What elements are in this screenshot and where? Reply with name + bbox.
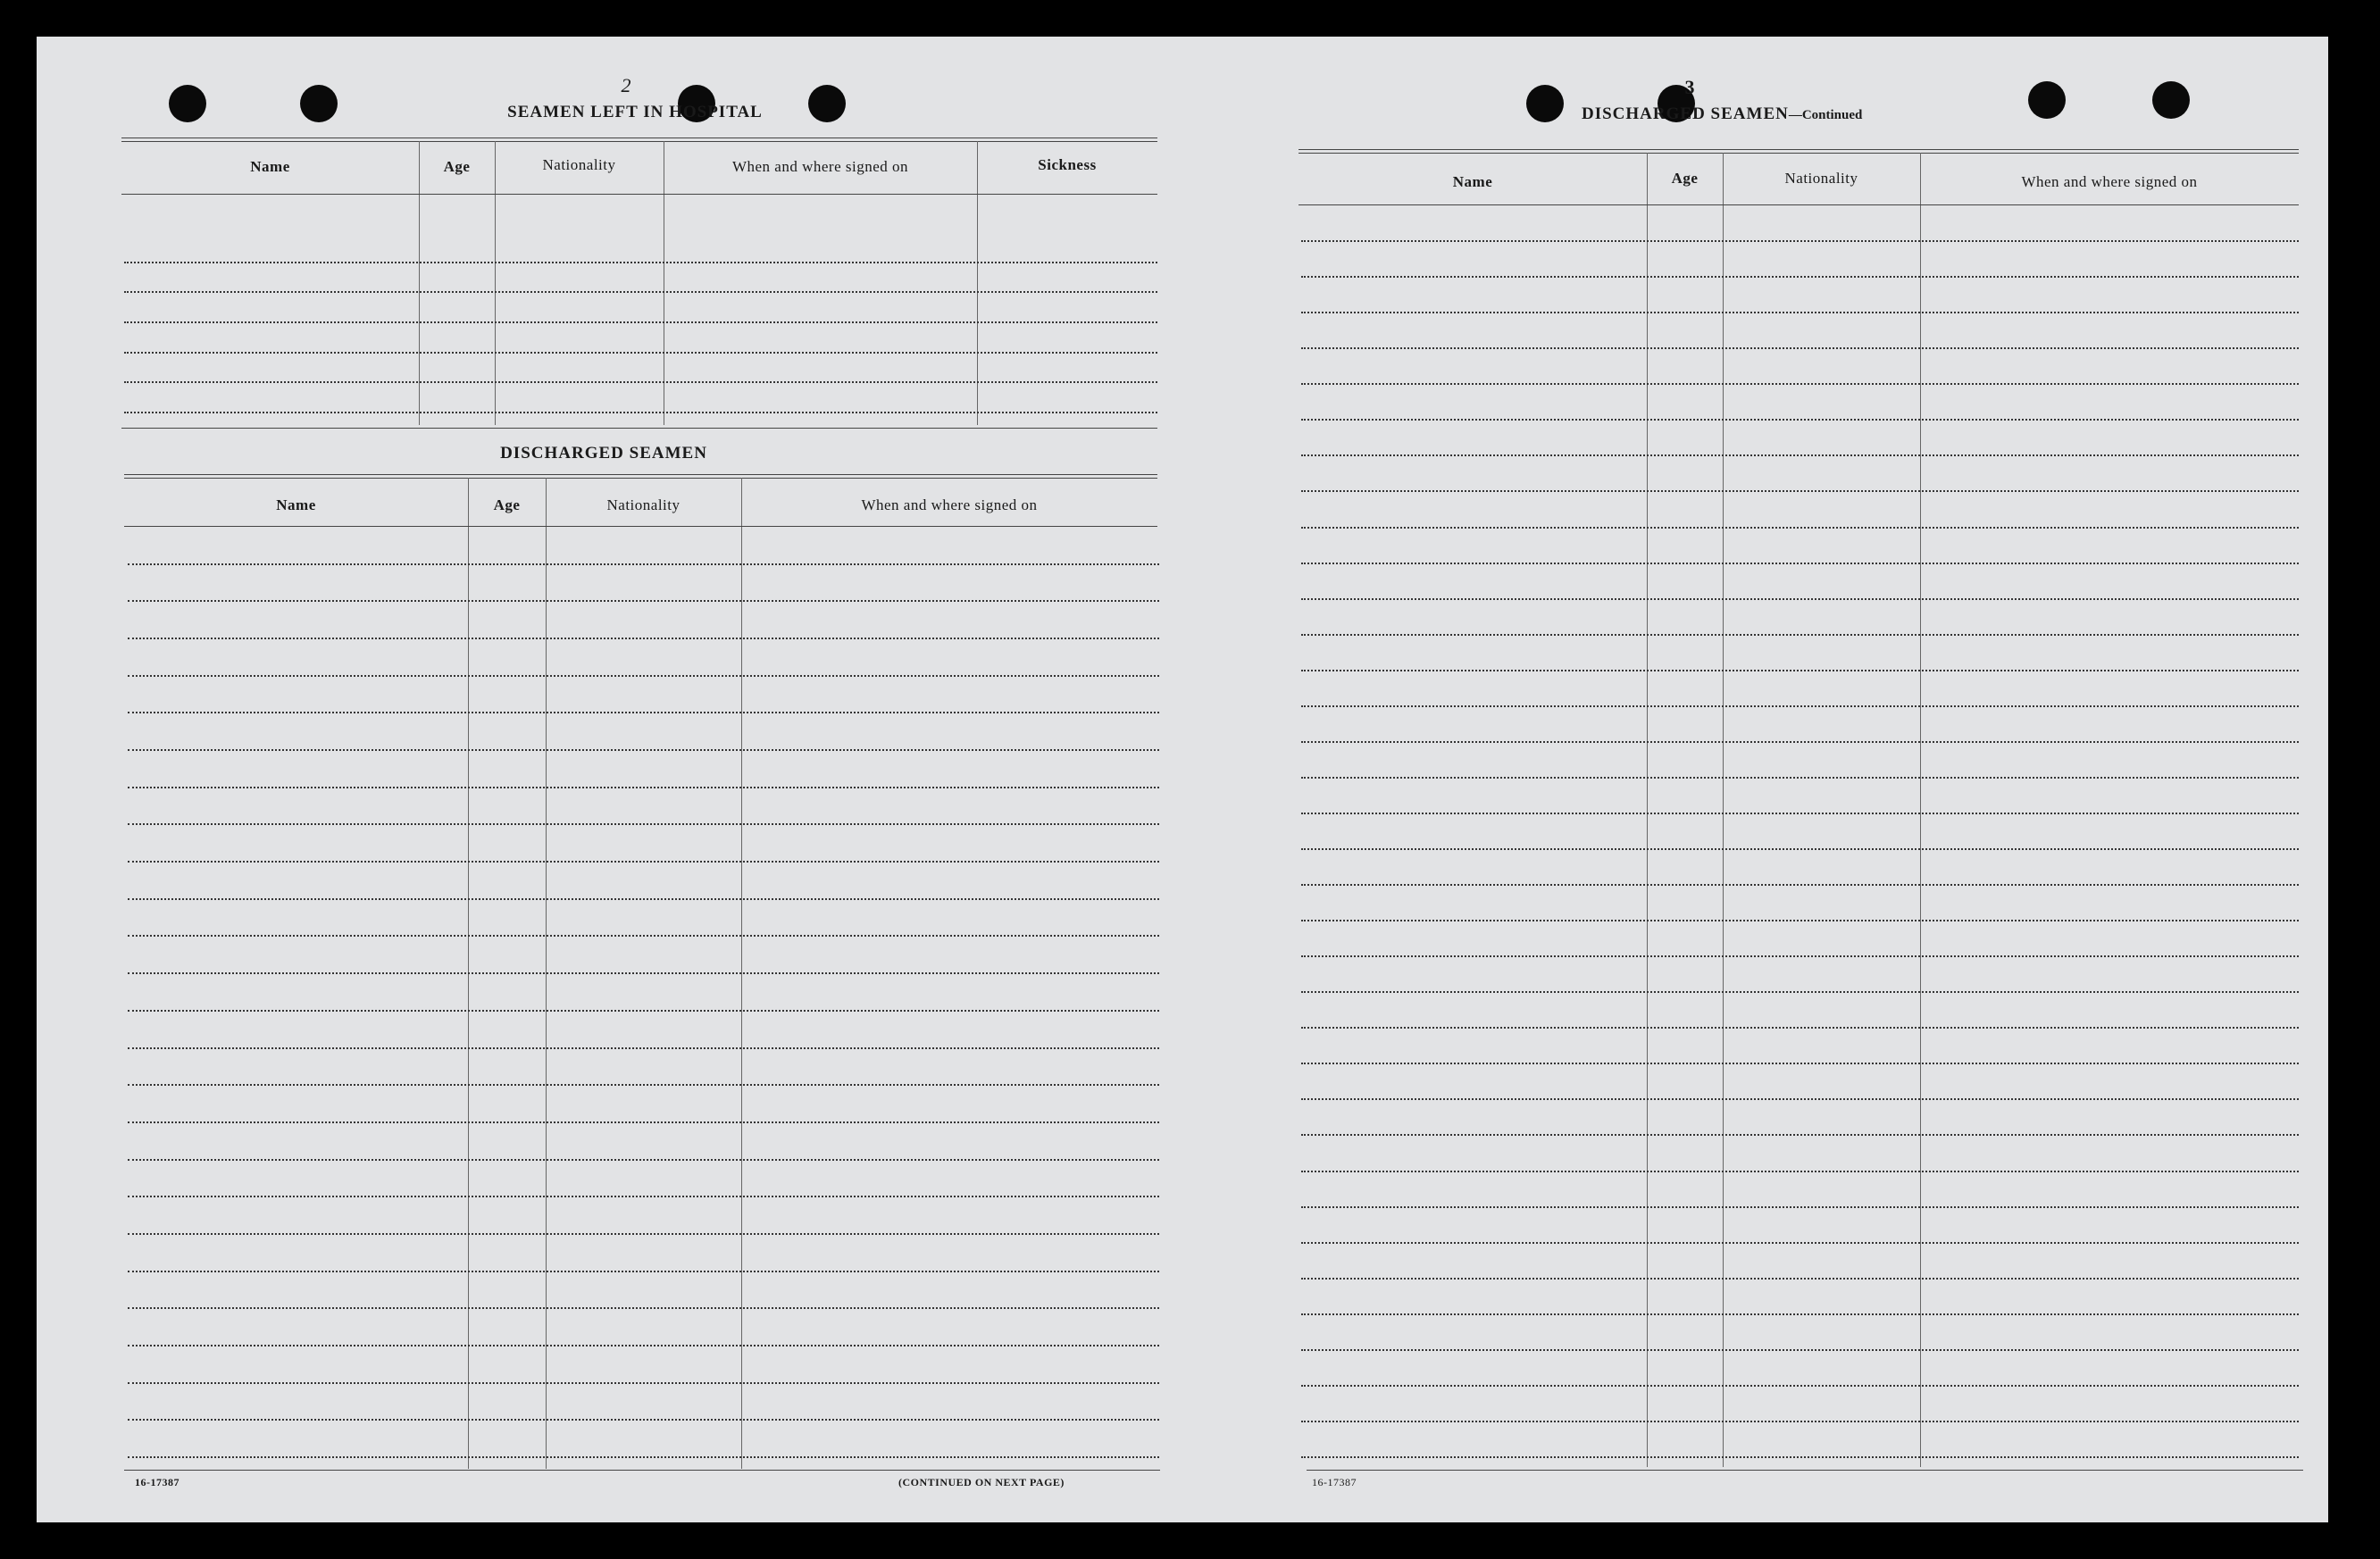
entry-row-line (1301, 1456, 2299, 1458)
entry-row-line (128, 1382, 1159, 1384)
table-bottom-rule (1307, 1470, 2303, 1471)
entry-row-line (124, 321, 1157, 323)
column-header-age: Age (443, 158, 471, 175)
entry-row-line (1301, 1134, 2299, 1136)
column-header-age: Age (493, 496, 521, 513)
header-bottom-rule (124, 526, 1157, 527)
column-header-nationality: Nationality (542, 156, 616, 173)
entry-row-line (1301, 276, 2299, 278)
entry-row-line (1301, 884, 2299, 886)
entry-row-line (1301, 991, 2299, 993)
punch-hole (808, 85, 846, 122)
column-header-sickness: Sickness (1038, 156, 1097, 173)
entry-row-line (1301, 920, 2299, 921)
entry-row-line (128, 787, 1159, 788)
page-title-suffix: —Continued (1788, 108, 1863, 122)
entry-row-line (1301, 312, 2299, 313)
entry-row-line (128, 1271, 1159, 1272)
entry-row-line (1301, 1278, 2299, 1280)
entry-row-line (1301, 634, 2299, 636)
header-bottom-rule (121, 194, 1157, 195)
header-bottom-rule (1299, 204, 2299, 205)
entry-row-line (1301, 741, 2299, 743)
column-header-nationality: Nationality (1784, 170, 1858, 187)
entry-row-line (128, 712, 1159, 713)
table-top-rule (1299, 153, 2299, 154)
right-page (1198, 37, 2328, 1522)
column-divider (1920, 153, 1921, 1467)
entry-row-line (124, 352, 1157, 354)
entry-row-line (124, 291, 1157, 293)
entry-row-line (124, 412, 1157, 413)
entry-row-line (1301, 670, 2299, 671)
discharged-section-title: DISCHARGED SEAMEN (500, 444, 707, 463)
table-top-rule (1299, 149, 2299, 150)
entry-row-line (1301, 705, 2299, 707)
punch-hole (169, 85, 206, 122)
entry-row-line (128, 823, 1159, 825)
column-header-signed-on: When and where signed on (731, 158, 909, 175)
entry-row-line (1301, 1098, 2299, 1100)
entry-row-line (128, 1456, 1159, 1458)
entry-row-line (128, 972, 1159, 974)
entry-row-line (128, 600, 1159, 602)
entry-row-line (128, 1084, 1159, 1086)
entry-row-line (1301, 1385, 2299, 1387)
entry-row-line (1301, 419, 2299, 421)
column-header-signed-on: When and where signed on (2021, 173, 2198, 190)
table-bottom-rule (121, 428, 1157, 429)
entry-row-line (1301, 1349, 2299, 1351)
entry-row-line (128, 675, 1159, 677)
entry-row-line (124, 381, 1157, 383)
entry-row-line (128, 1307, 1159, 1309)
entry-row-line (1301, 1313, 2299, 1315)
table-top-rule (121, 141, 1157, 142)
punch-hole (2028, 81, 2066, 119)
hospital-section-title: SEAMEN LEFT IN HOSPITAL (507, 103, 763, 121)
form-number: 16-17387 (135, 1476, 180, 1488)
entry-row-line (128, 898, 1159, 900)
page-number: 3 (1684, 76, 1695, 98)
entry-row-line (124, 262, 1157, 263)
entry-row-line (128, 1047, 1159, 1049)
continued-note: (CONTINUED ON NEXT PAGE) (898, 1476, 1065, 1488)
entry-row-line (1301, 490, 2299, 492)
page-title-main: DISCHARGED SEAMEN (1582, 104, 1789, 123)
entry-row-line (1301, 1063, 2299, 1064)
table-top-rule (124, 478, 1157, 479)
entry-row-line (1301, 1206, 2299, 1208)
entry-row-line (1301, 1421, 2299, 1422)
entry-row-line (128, 1233, 1159, 1235)
entry-row-line (1301, 955, 2299, 957)
punch-hole (2152, 81, 2190, 119)
entry-row-line (128, 749, 1159, 751)
entry-row-line (1301, 527, 2299, 529)
column-header-age: Age (1671, 170, 1699, 187)
form-number: 16-17387 (1312, 1476, 1357, 1488)
entry-row-line (1301, 240, 2299, 242)
entry-row-line (128, 1121, 1159, 1123)
entry-row-line (1301, 598, 2299, 600)
entry-row-line (128, 1159, 1159, 1161)
entry-row-line (1301, 1027, 2299, 1029)
column-header-name: Name (276, 496, 316, 513)
entry-row-line (1301, 347, 2299, 349)
entry-row-line (128, 1345, 1159, 1346)
entry-row-line (1301, 1171, 2299, 1172)
entry-row-line (1301, 848, 2299, 850)
punch-hole (1526, 85, 1564, 122)
entry-row-line (128, 563, 1159, 565)
entry-row-line (1301, 777, 2299, 779)
column-divider (1723, 153, 1724, 1467)
entry-row-line (128, 638, 1159, 639)
entry-row-line (1301, 383, 2299, 385)
page-title (1582, 104, 1957, 124)
entry-row-line (128, 1419, 1159, 1421)
column-header-name: Name (250, 158, 290, 175)
punch-hole (300, 85, 338, 122)
entry-row-line (1301, 454, 2299, 456)
table-top-rule (124, 474, 1157, 475)
entry-row-line (1301, 1242, 2299, 1244)
form-sheet (37, 37, 2328, 1522)
column-divider (1647, 153, 1648, 1467)
page-number: 2 (621, 74, 631, 96)
left-page (37, 37, 1171, 1522)
entry-row-line (128, 861, 1159, 863)
column-header-name: Name (1452, 173, 1493, 190)
entry-row-line (128, 1196, 1159, 1197)
entry-row-line (128, 1010, 1159, 1012)
entry-row-line (1301, 813, 2299, 814)
entry-row-line (1301, 563, 2299, 564)
entry-row-line (128, 935, 1159, 937)
column-header-signed-on: When and where signed on (861, 496, 1038, 513)
column-header-nationality: Nationality (606, 496, 681, 513)
table-bottom-rule (124, 1470, 1160, 1471)
